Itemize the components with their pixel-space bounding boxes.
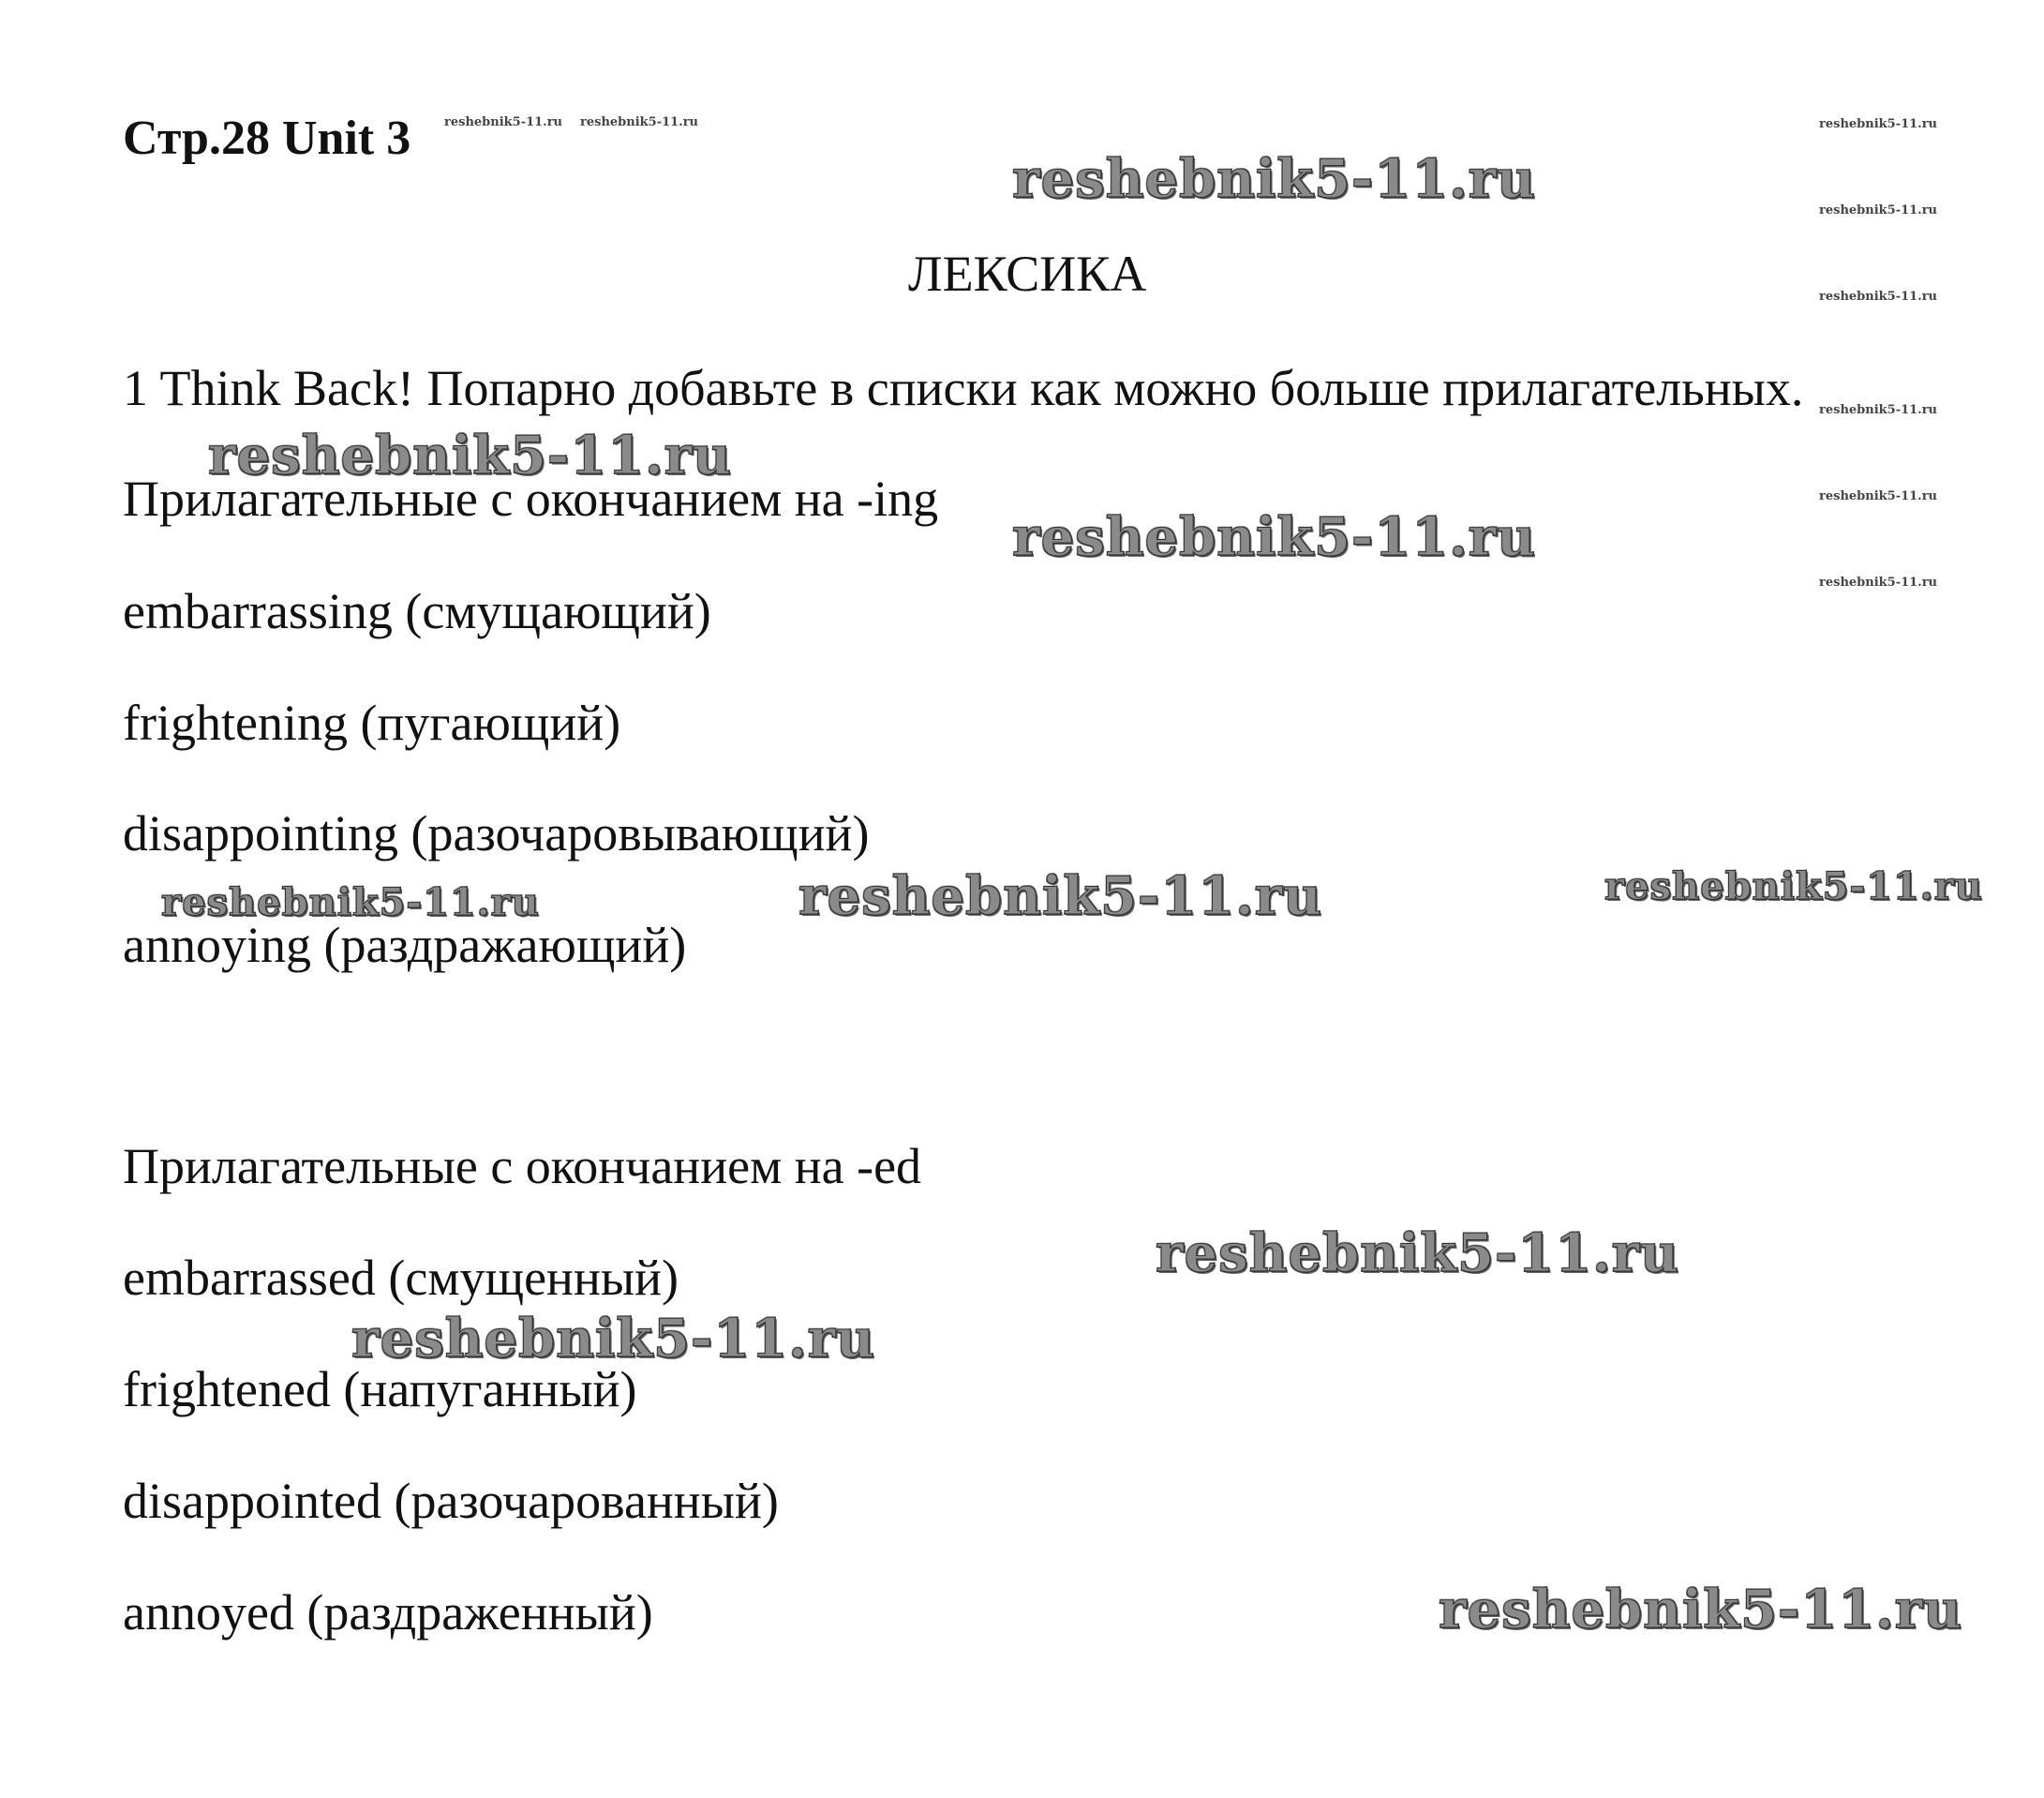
watermark: reshebnik5-11.ru [580,115,699,129]
section-title: ЛЕКСИКА [908,246,1147,302]
ed-item-annoyed: annoyed (раздраженный) [123,1584,653,1641]
page-heading: Стр.28 Unit 3 [123,112,411,165]
watermark: reshebnik5-11.ru [1819,576,1938,590]
ing-item-disappointing: disappointing (разочаровывающий) [123,805,870,862]
watermark: reshebnik5-11.ru [1819,203,1938,217]
watermark: reshebnik5-11.ru [208,425,732,487]
watermark: reshebnik5-11.ru [351,1308,875,1370]
ing-item-annoying: annoying (раздражающий) [123,917,687,973]
ing-item-embarrassing: embarrassing (смущающий) [123,583,711,639]
watermark: reshebnik5-11.ru [444,115,563,129]
ed-item-embarrassed: embarrassed (смущенный) [123,1250,679,1306]
watermark: reshebnik5-11.ru [1012,506,1536,568]
watermark: reshebnik5-11.ru [798,865,1322,927]
watermark: reshebnik5-11.ru [1819,489,1938,503]
ing-group-title: Прилагательные с окончанием на -ing [123,471,939,527]
watermark: reshebnik5-11.ru [1012,148,1536,210]
watermark: reshebnik5-11.ru [1604,864,1983,908]
watermark: reshebnik5-11.ru [1819,290,1938,304]
ed-group-title: Прилагательные с окончанием на -ed [123,1138,922,1194]
ing-item-frightening: frightening (пугающий) [123,695,621,751]
watermark: reshebnik5-11.ru [161,880,540,924]
task-instruction: 1 Think Back! Попарно добавьте в списки как можно больше прилагательных. [123,360,1804,416]
watermark: reshebnik5-11.ru [1819,117,1938,131]
watermark: reshebnik5-11.ru [1819,403,1938,417]
ed-item-frightened: frightened (напуганный) [123,1361,637,1417]
ed-item-disappointed: disappointed (разочарованный) [123,1473,779,1529]
watermark: reshebnik5-11.ru [1156,1222,1679,1284]
watermark: reshebnik5-11.ru [1439,1579,1962,1641]
